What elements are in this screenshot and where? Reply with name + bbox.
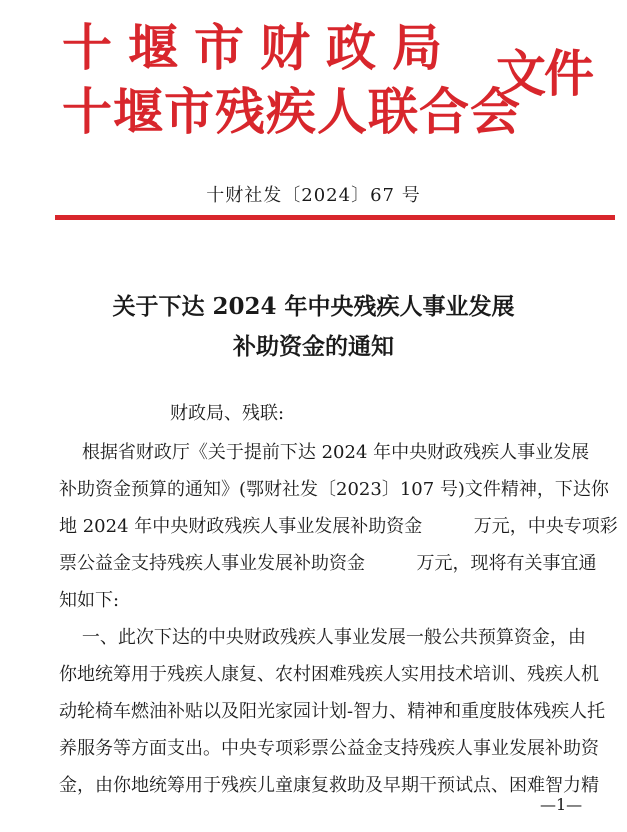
document-label: 文件	[496, 45, 592, 103]
notice-title-line-1: 关于下达 2024 年中央残疾人事业发展	[112, 293, 515, 320]
body-line: 一、此次下达的中央财政残疾人事业发展一般公共预算资金，由	[59, 627, 586, 648]
body-line: 票公益金支持残疾人事业发展补助资金 万元，现将有关事宜通	[59, 553, 597, 574]
document-number: 十财社发〔2024〕67 号	[206, 185, 421, 206]
body-line: 知如下:	[59, 590, 120, 611]
body-line: 补助资金预算的通知》(鄂财社发〔2023〕107 号)文件精神，下达你	[59, 479, 609, 500]
body-line: 动轮椅车燃油补贴以及阳光家园计划-智力、精神和重度肢体残疾人托	[59, 701, 606, 722]
red-divider-line	[55, 215, 615, 220]
body-line: 养服务等方面支出。中央专项彩票公益金支持残疾人事业发展补助资	[59, 738, 599, 759]
body-line: 地 2024 年中央财政残疾人事业发展补助资金 万元，中央专项彩	[59, 516, 618, 537]
notice-title-line-2: 补助资金的通知	[233, 333, 394, 360]
body-line: 你地统筹用于残疾人康复、农村困难残疾人实用技术培训、残疾人机	[59, 664, 599, 685]
salutation: 财政局、残联:	[170, 403, 285, 424]
body-line: 金，由你地统筹用于残疾儿童康复救助及早期干预试点、困难智力精	[59, 775, 599, 796]
body-line: 根据省财政厅《关于提前下达 2024 年中央财政残疾人事业发展	[59, 442, 590, 463]
issuer-name-disabled-federation: 十堰市残疾人联合会	[62, 82, 521, 141]
page-number: —1—	[540, 795, 583, 814]
issuer-name-finance-bureau: 十堰市财政局	[62, 18, 458, 77]
